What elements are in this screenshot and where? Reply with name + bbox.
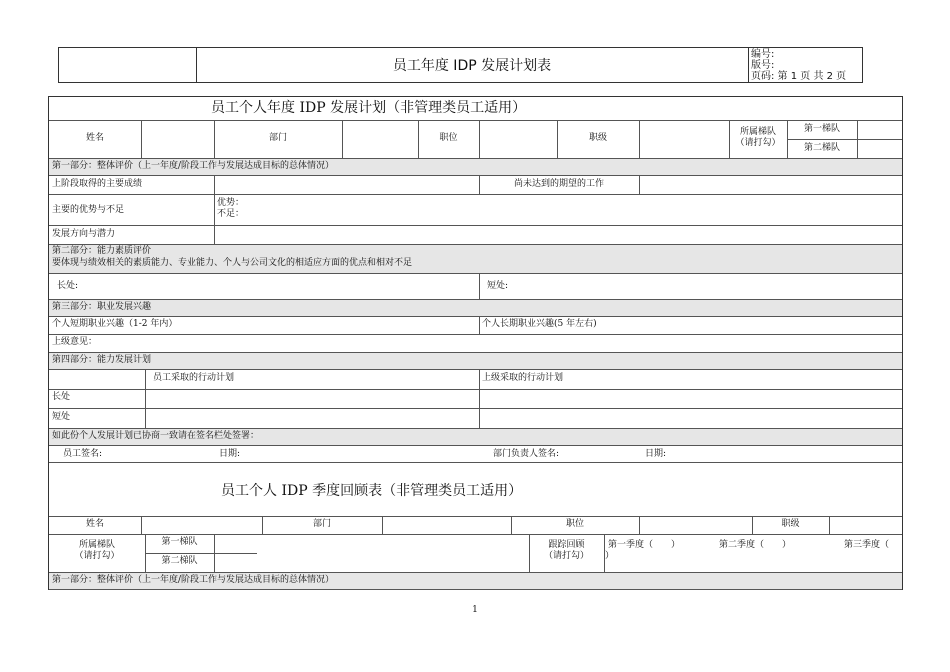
long-term-label: 个人长期职业兴趣(5 年左右) <box>482 319 597 329</box>
document-title: 员工年度 IDP 发展计划表 <box>196 48 749 82</box>
track-label-line2: （请打勾） <box>543 551 589 561</box>
form2-tier-label-line1: 所属梯队 <box>78 540 115 550</box>
part2-description: 要体现与绩效相关的素质能力、专业能力、个人与公司文化的相适应方面的优点和相对不足 <box>52 258 413 268</box>
direction-field[interactable] <box>215 226 902 243</box>
short-point-label: 短处: <box>487 281 509 291</box>
page-label: 页码: 第 1 页 共 2 页 <box>751 71 847 82</box>
track-label-line1: 跟踪回顾 <box>548 540 585 550</box>
name-label: 姓名 <box>85 133 104 143</box>
form2-grade-label: 职级 <box>781 519 800 529</box>
document-header <box>58 47 863 83</box>
mgr-sign-label: 部门负责人签名: <box>493 449 560 459</box>
superior-opinion-label: 上级意见： <box>52 337 98 347</box>
form2-name-label: 姓名 <box>85 519 104 529</box>
emp-plan-strong-field[interactable] <box>146 390 478 407</box>
q2-checkbox[interactable]: 第二季度（ ） <box>719 540 792 550</box>
form2-dept-field[interactable] <box>383 517 510 533</box>
tier1-label: 第一梯队 <box>803 124 840 134</box>
date2-label: 日期: <box>645 449 667 459</box>
emp-sign-label: 员工签名: <box>63 449 103 459</box>
strength-line: 优势： <box>217 198 245 208</box>
part2-heading: 第二部分：能力素质评价 <box>52 246 152 256</box>
tier-label-line1: 所属梯队 <box>739 127 776 137</box>
q3-checkbox[interactable]: 第三季度（ <box>844 540 890 550</box>
form2-part1-heading: 第一部分：整体评价（上一年度/阶段工作与发展达成目标的总体情况） <box>52 575 335 585</box>
part1-heading: 第一部分：整体评价（上一年度/阶段工作与发展达成目标的总体情况） <box>52 161 335 171</box>
date1-label: 日期: <box>219 449 241 459</box>
form1-title: 员工个人年度 IDP 发展计划（非管理类员工适用） <box>211 100 527 116</box>
position-label: 职位 <box>439 133 458 143</box>
tier2-label: 第二梯队 <box>803 143 840 153</box>
form2-tier2-checkbox[interactable] <box>215 554 528 571</box>
part4-shade <box>49 352 902 369</box>
tier2-checkbox[interactable] <box>858 140 902 157</box>
achievements-label: 上阶段取得的主要成绩 <box>52 179 143 189</box>
tier-label-line2: （请打勾） <box>735 138 781 148</box>
sup-plan-weak-field[interactable] <box>480 409 902 427</box>
part3-shade <box>49 299 902 316</box>
position-field[interactable] <box>480 121 556 157</box>
plan-strong-label: 长处 <box>52 392 71 402</box>
q1-checkbox[interactable]: 第一季度（ ） <box>608 540 681 550</box>
name-field[interactable] <box>142 121 213 157</box>
form2-position-field[interactable] <box>640 517 751 533</box>
agree-text: 如此份个人发展计划已协商一致请在签名栏处签署： <box>52 431 260 441</box>
page-number: 1 <box>472 605 478 615</box>
form2-tier1-checkbox[interactable] <box>215 535 528 552</box>
plan-weak-label: 短处 <box>52 412 71 422</box>
form2-title: 员工个人 IDP 季度回顾表（非管理类员工适用） <box>221 483 523 499</box>
dept-label: 部门 <box>268 133 287 143</box>
weak-line: 不足： <box>217 209 245 219</box>
direction-label: 发展方向与潜力 <box>52 229 116 239</box>
dept-field[interactable] <box>343 121 417 157</box>
strengths-weak-label: 主要的优势与不足 <box>52 205 125 215</box>
idp-form <box>48 96 903 590</box>
form2-position-label: 职位 <box>565 519 584 529</box>
form2-tier-label-line2: （请打勾） <box>74 551 120 561</box>
code-label: 编号: <box>751 49 775 60</box>
unmet-label: 尚未达到的期望的工作 <box>513 179 604 189</box>
part4-heading: 第四部分：能力发展计划 <box>52 355 152 365</box>
emp-plan-weak-field[interactable] <box>146 409 478 427</box>
form2-dept-label: 部门 <box>312 519 331 529</box>
part3-heading: 第三部分：职业发展兴趣 <box>52 302 152 312</box>
form2-name-field[interactable] <box>142 517 261 533</box>
strong-point-label: 长处: <box>57 281 79 291</box>
tier1-checkbox[interactable] <box>858 121 902 138</box>
form2-tier1-label: 第一梯队 <box>161 537 198 547</box>
grade-field[interactable] <box>640 121 728 157</box>
sup-plan-label: 上级采取的行动计划 <box>482 373 564 383</box>
header-blank-cell <box>59 48 197 82</box>
form2-grade-field[interactable] <box>830 517 902 533</box>
short-term-label: 个人短期职业兴趣（1-2 年内） <box>52 319 178 329</box>
unmet-field[interactable] <box>640 176 902 193</box>
q1-tail: ） <box>605 551 615 561</box>
document-meta <box>751 48 861 83</box>
version-label: 版号: <box>751 60 775 71</box>
grade-label: 职级 <box>588 133 607 143</box>
emp-plan-label: 员工采取的行动计划 <box>153 373 235 383</box>
form2-tier2-label: 第二梯队 <box>161 556 198 566</box>
achievements-field[interactable] <box>215 176 478 193</box>
sup-plan-strong-field[interactable] <box>480 390 902 407</box>
